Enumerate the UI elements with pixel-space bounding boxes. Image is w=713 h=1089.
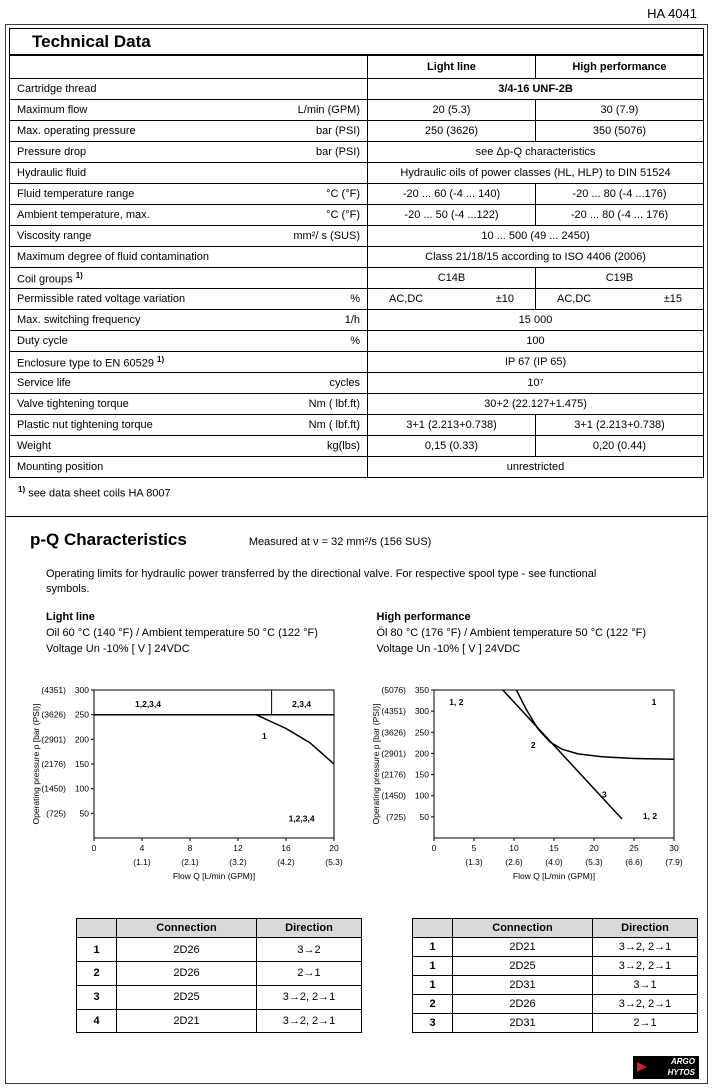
table-row <box>413 1014 698 1033</box>
section-divider <box>6 516 707 517</box>
pq-title: p-Q Characteristics <box>30 529 187 549</box>
conn-col-header: Direction <box>257 919 362 938</box>
svg-text:300: 300 <box>414 706 429 717</box>
svg-text:(6.6): (6.6) <box>625 857 643 868</box>
svg-text:(1450): (1450) <box>41 783 66 794</box>
pq-header <box>30 530 707 550</box>
tech-row <box>10 436 704 457</box>
table-row <box>413 957 698 976</box>
tech-row <box>10 289 704 310</box>
svg-text:20: 20 <box>329 843 339 854</box>
tech-row <box>10 205 704 226</box>
tech-value-cell: 350 (5076) <box>536 121 704 142</box>
tech-value-cell: 10 ... 500 (49 ... 2450) <box>368 226 704 247</box>
tech-param-cell: Plastic nut tightening torque Nm ( lbf.ft) <box>10 415 368 436</box>
conn-number-cell: 2 <box>413 995 453 1014</box>
tech-param-cell: Max. switching frequency 1/h <box>10 310 368 331</box>
tech-value-cell: 20 (5.3) <box>368 100 536 121</box>
svg-text:30: 30 <box>669 843 679 854</box>
conn-connection-cell: 2D21 <box>117 1009 257 1033</box>
tech-value-cell: -20 ... 80 (-4 ...176) <box>536 184 704 205</box>
conn-direction-cell: 3→2, 2→1 <box>257 985 362 1009</box>
svg-text:(2.1): (2.1) <box>181 857 199 868</box>
svg-text:(1450): (1450) <box>381 790 406 801</box>
doc-number: HA 4041 <box>647 6 697 21</box>
svg-text:(5076): (5076) <box>381 685 406 696</box>
page-frame <box>5 24 708 1084</box>
svg-text:2,3,4: 2,3,4 <box>292 699 312 710</box>
light-line-voltage-condition: Voltage Un -10% [ V ] 24VDC <box>46 643 190 656</box>
conn-direction-cell: 3→2, 2→1 <box>257 1009 362 1033</box>
svg-text:(4351): (4351) <box>381 706 406 717</box>
conn-connection-cell: 2D25 <box>117 985 257 1009</box>
conn-connection-cell: 2D26 <box>117 962 257 986</box>
conn-direction-cell: 2→1 <box>257 962 362 986</box>
svg-text:20: 20 <box>589 843 599 854</box>
conn-connection-cell: 2D21 <box>453 938 593 957</box>
tech-param-cell: Permissible rated voltage variation % <box>10 289 368 310</box>
tech-row <box>10 121 704 142</box>
conn-col-header: Connection <box>453 919 593 938</box>
svg-text:(725): (725) <box>46 808 66 819</box>
tech-param-cell: Pressure drop bar (PSI) <box>10 142 368 163</box>
svg-text:1,2,3,4: 1,2,3,4 <box>135 699 161 710</box>
svg-text:250: 250 <box>414 727 429 738</box>
tech-row <box>10 352 704 373</box>
tech-param-cell: Coil groups $^{1)}$ <box>10 268 368 289</box>
svg-text:150: 150 <box>414 769 429 780</box>
tech-param-cell: Hydraulic fluid <box>10 163 368 184</box>
svg-text:3: 3 <box>602 789 607 800</box>
svg-text:50: 50 <box>419 812 429 823</box>
tech-value-cell: -20 ... 80 (-4 ... 176) <box>536 205 704 226</box>
tech-param-cell: Enclosure type to EN 60529 $^{1)}$ <box>10 352 368 373</box>
tech-row <box>10 373 704 394</box>
connection-tables <box>76 918 707 1033</box>
footnote <box>18 485 707 500</box>
col-header-light-line: Light line <box>368 56 536 79</box>
tech-row <box>10 163 704 184</box>
tech-row <box>10 247 704 268</box>
svg-text:5: 5 <box>471 843 477 854</box>
footnote-marker: 1) <box>18 485 26 494</box>
tech-param-cell: Valve tightening torque Nm ( lbf.ft) <box>10 394 368 415</box>
svg-text:16: 16 <box>281 843 291 854</box>
svg-text:(1.3): (1.3) <box>465 857 483 868</box>
logo-text <box>668 1057 695 1078</box>
tech-value-cell: AC,DC ±15 <box>536 289 704 310</box>
conn-col-header: Connection <box>117 919 257 938</box>
svg-text:200: 200 <box>414 748 429 759</box>
tech-row <box>10 100 704 121</box>
light-line-oil-condition: Oil 60 °C (140 °F) / Ambient temperature 50 °C (122 °F) <box>46 627 318 640</box>
technical-data-table <box>9 55 704 478</box>
svg-text:Flow Q [L/min (GPM)]: Flow Q [L/min (GPM)] <box>172 871 256 882</box>
svg-text:(2901): (2901) <box>41 734 66 745</box>
svg-text:Operating pressure p [bar (PSI: Operating pressure p [bar (PSI)] <box>371 703 381 825</box>
svg-text:10: 10 <box>509 843 519 854</box>
tech-value-cell: -20 ... 60 (-4 ... 140) <box>368 184 536 205</box>
conn-number-cell: 1 <box>413 976 453 995</box>
tech-param-cell: Viscosity range mm²/ s (SUS) <box>10 226 368 247</box>
tech-row <box>10 142 704 163</box>
table-row <box>413 938 698 957</box>
conn-col-header: Direction <box>593 919 698 938</box>
svg-text:(3.2): (3.2) <box>229 857 247 868</box>
svg-text:1,2,3,4: 1,2,3,4 <box>288 813 315 824</box>
tech-value-cell: 0,20 (0.44) <box>536 436 704 457</box>
conn-connection-cell: 2D26 <box>117 938 257 962</box>
logo-line1: ARGO <box>671 1057 695 1066</box>
tech-param-cell: Ambient temperature, max. °C (°F) <box>10 205 368 226</box>
svg-text:200: 200 <box>74 734 89 745</box>
svg-text:12: 12 <box>233 843 243 854</box>
conn-number-cell: 2 <box>77 962 117 986</box>
conn-direction-cell: 3→2, 2→1 <box>593 957 698 976</box>
tech-value-cell: 3+1 (2.213+0.738) <box>536 415 704 436</box>
conn-direction-cell: 3→2, 2→1 <box>593 938 698 957</box>
tech-value-cell: 100 <box>368 331 704 352</box>
tech-value-cell: 10⁷ <box>368 373 704 394</box>
svg-text:(3626): (3626) <box>41 709 66 720</box>
svg-text:300: 300 <box>74 685 89 696</box>
svg-text:(4.0): (4.0) <box>545 857 563 868</box>
tech-value-cell: 15 000 <box>368 310 704 331</box>
svg-text:(2176): (2176) <box>41 759 66 770</box>
svg-text:(7.9): (7.9) <box>665 857 683 868</box>
conn-number-cell: 3 <box>77 985 117 1009</box>
tech-value-cell: C14B <box>368 268 536 289</box>
svg-text:(5.3): (5.3) <box>325 857 343 868</box>
svg-text:(2901): (2901) <box>381 748 406 759</box>
tech-value-cell: unrestricted <box>368 457 704 478</box>
svg-text:100: 100 <box>74 783 89 794</box>
svg-text:4: 4 <box>139 843 145 854</box>
conn-direction-cell: 3→2 <box>257 938 362 962</box>
pq-measured-note: Measured at ν = 32 mm²/s (156 SUS) <box>248 535 432 548</box>
conn-direction-cell: 2→1 <box>593 1014 698 1033</box>
svg-text:Flow Q [L/min (GPM)]: Flow Q [L/min (GPM)] <box>512 871 596 882</box>
high-performance-voltage-condition: Voltage Un -10% [ V ] 24VDC <box>376 643 521 656</box>
tech-param-cell: Max. operating pressure bar (PSI) <box>10 121 368 142</box>
svg-text:8: 8 <box>187 843 193 854</box>
tech-row <box>10 331 704 352</box>
tech-value-cell: 250 (3626) <box>368 121 536 142</box>
light-line-heading: Light line <box>46 611 95 624</box>
tech-param-cell: Maximum flow L/min (GPM) <box>10 100 368 121</box>
tech-value-cell: Hydraulic oils of power classes (HL, HLP) to DIN 51524 <box>368 163 704 184</box>
logo-arrow-icon <box>637 1062 647 1072</box>
tech-value-cell: Class 21/18/15 according to ISO 4406 (2006) <box>368 247 704 268</box>
technical-data-title-box <box>9 28 704 55</box>
tech-row <box>10 310 704 331</box>
logo-line2: HYTOS <box>667 1067 695 1077</box>
svg-text:1: 1 <box>651 697 657 708</box>
conn-number-cell: 1 <box>413 957 453 976</box>
tech-param-cell: Service life cycles <box>10 373 368 394</box>
svg-text:150: 150 <box>74 759 89 770</box>
conn-header-row <box>77 919 362 938</box>
pq-chart-high-performance <box>370 682 702 890</box>
svg-text:50: 50 <box>79 808 89 819</box>
tech-value-cell: IP 67 (IP 65) <box>368 352 704 373</box>
table-row <box>77 985 362 1009</box>
tech-value-cell: 30 (7.9) <box>536 100 704 121</box>
tech-param-cell: Mounting position <box>10 457 368 478</box>
table-row <box>413 995 698 1014</box>
conn-number-cell: 1 <box>413 938 453 957</box>
svg-text:(4351): (4351) <box>41 685 66 696</box>
table-row <box>77 962 362 986</box>
tech-row <box>10 457 704 478</box>
svg-text:(1.1): (1.1) <box>133 857 151 868</box>
technical-data-title: Technical Data <box>32 31 151 51</box>
tech-row <box>10 394 704 415</box>
svg-text:15: 15 <box>549 843 559 854</box>
tech-row <box>10 184 704 205</box>
table-row <box>77 1009 362 1033</box>
svg-text:(2.6): (2.6) <box>505 857 523 868</box>
high-performance-conditions <box>377 610 708 658</box>
pq-charts <box>30 682 707 890</box>
svg-text:250: 250 <box>74 709 89 720</box>
tech-value-cell: 3+1 (2.213+0.738) <box>368 415 536 436</box>
light-line-conditions <box>46 610 377 658</box>
tech-row <box>10 226 704 247</box>
connection-table-light-line <box>76 918 362 1033</box>
conn-connection-cell: 2D31 <box>453 1014 593 1033</box>
conn-number-cell: 3 <box>413 1014 453 1033</box>
svg-text:(5.3): (5.3) <box>585 857 603 868</box>
svg-text:1: 1 <box>262 731 267 742</box>
tech-row <box>10 415 704 436</box>
tech-value-cell: AC,DC ±10 <box>368 289 536 310</box>
conn-connection-cell: 2D26 <box>453 995 593 1014</box>
footnote-text: see data sheet coils HA 8007 <box>28 487 171 500</box>
svg-text:(3626): (3626) <box>381 727 406 738</box>
tech-value-cell: 3/4-16 UNF-2B <box>368 79 704 100</box>
col-header-high-performance: High performance <box>536 56 704 79</box>
argo-hytos-logo <box>633 1056 699 1079</box>
tech-header-row <box>10 56 704 79</box>
pq-conditions <box>46 610 707 658</box>
conn-direction-cell: 3→1 <box>593 976 698 995</box>
tech-header-empty-cell <box>10 56 368 79</box>
conn-col-header <box>77 919 117 938</box>
high-performance-heading: High performance <box>376 611 471 624</box>
pq-chart-light-line <box>30 682 362 890</box>
svg-text:25: 25 <box>629 843 639 854</box>
tech-param-cell: Fluid temperature range °C (°F) <box>10 184 368 205</box>
conn-number-cell: 4 <box>77 1009 117 1033</box>
tech-param-cell: Cartridge thread <box>10 79 368 100</box>
conn-connection-cell: 2D25 <box>453 957 593 976</box>
svg-text:2: 2 <box>530 740 536 751</box>
conn-direction-cell: 3→2, 2→1 <box>593 995 698 1014</box>
tech-param-cell: Maximum degree of fluid contamination <box>10 247 368 268</box>
svg-text:Operating pressure p [bar (PSI: Operating pressure p [bar (PSI)] <box>31 703 41 825</box>
tech-row <box>10 79 704 100</box>
tech-param-cell: Weight kg(lbs) <box>10 436 368 457</box>
tech-value-cell: 30+2 (22.127+1.475) <box>368 394 704 415</box>
svg-text:1, 2: 1, 2 <box>449 697 464 708</box>
table-row <box>77 938 362 962</box>
svg-text:(4.2): (4.2) <box>277 857 295 868</box>
svg-text:350: 350 <box>414 685 429 696</box>
pq-intro: Operating limits for hydraulic power transferred by the directional valve. For respective spool type - see functional symbols. <box>46 567 597 596</box>
conn-connection-cell: 2D31 <box>453 976 593 995</box>
svg-text:(2176): (2176) <box>381 769 406 780</box>
svg-text:0: 0 <box>91 843 97 854</box>
connection-table-high-performance <box>412 918 698 1033</box>
high-performance-oil-condition: Öl 80 °C (176 °F) / Ambient temperature 50 °C (122 °F) <box>376 627 646 640</box>
svg-text:(725): (725) <box>386 812 406 823</box>
conn-number-cell: 1 <box>77 938 117 962</box>
tech-value-cell: see Δp-Q characteristics <box>368 142 704 163</box>
svg-text:0: 0 <box>431 843 437 854</box>
svg-text:1, 2: 1, 2 <box>642 811 658 822</box>
tech-value-cell: 0,15 (0.33) <box>368 436 536 457</box>
tech-value-cell: C19B <box>536 268 704 289</box>
conn-header-row <box>413 919 698 938</box>
table-row <box>413 976 698 995</box>
svg-text:100: 100 <box>414 790 429 801</box>
tech-value-cell: -20 ... 50 (-4 ...122) <box>368 205 536 226</box>
tech-param-cell: Duty cycle % <box>10 331 368 352</box>
tech-row <box>10 268 704 289</box>
conn-col-header <box>413 919 453 938</box>
